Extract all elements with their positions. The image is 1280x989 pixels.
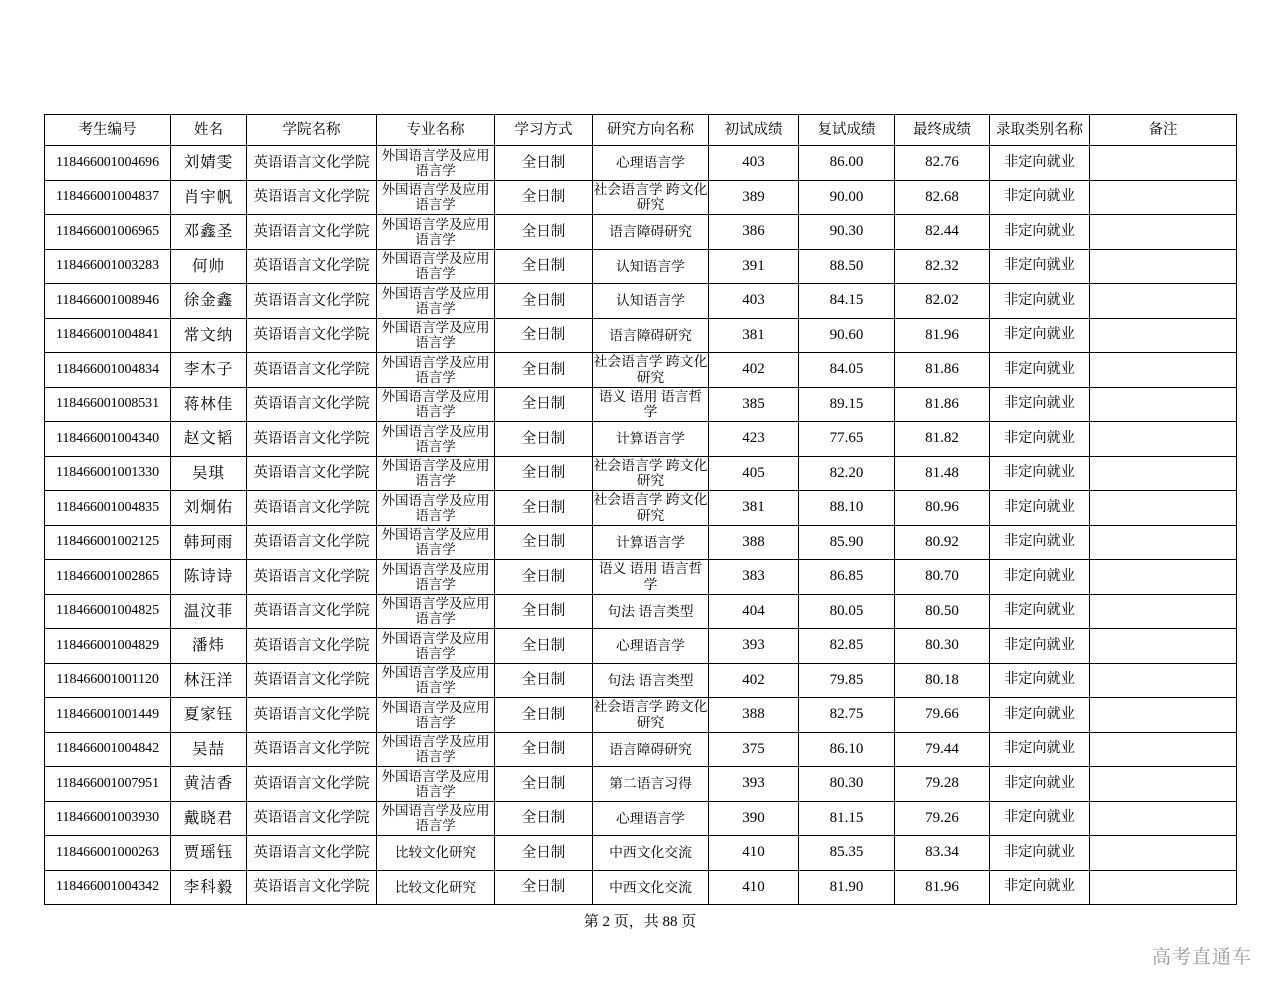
cell-college: 英语语言文化学院 xyxy=(247,629,377,664)
cell-research-direction: 句法 语言类型 xyxy=(593,594,709,629)
cell-research-direction: 语言障碍研究 xyxy=(593,732,709,767)
cell-preliminary-score: 405 xyxy=(709,456,799,491)
cell-remarks xyxy=(1090,663,1237,698)
cell-retest-score: 86.10 xyxy=(799,732,895,767)
cell-college: 英语语言文化学院 xyxy=(247,732,377,767)
column-header-retest-score: 复试成绩 xyxy=(799,115,895,146)
table-row xyxy=(45,870,1237,905)
cell-major: 外国语言学及应用语言学 xyxy=(377,456,495,491)
cell-preliminary-score: 403 xyxy=(709,146,799,181)
cell-candidate-id: 118466001004342 xyxy=(45,870,171,905)
cell-final-score: 80.70 xyxy=(895,560,990,595)
cell-retest-score: 84.15 xyxy=(799,284,895,319)
cell-name: 李科毅 xyxy=(171,870,247,905)
table-row xyxy=(45,698,1237,733)
cell-remarks xyxy=(1090,284,1237,319)
cell-final-score: 81.86 xyxy=(895,387,990,422)
cell-candidate-id: 118466001008946 xyxy=(45,284,171,319)
cell-college: 英语语言文化学院 xyxy=(247,870,377,905)
cell-final-score: 79.66 xyxy=(895,698,990,733)
cell-college: 英语语言文化学院 xyxy=(247,836,377,871)
cell-candidate-id: 118466001000263 xyxy=(45,836,171,871)
cell-retest-score: 88.50 xyxy=(799,249,895,284)
column-header-candidate-id: 考生编号 xyxy=(45,115,171,146)
cell-research-direction: 认知语言学 xyxy=(593,249,709,284)
cell-research-direction: 心理语言学 xyxy=(593,629,709,664)
cell-preliminary-score: 402 xyxy=(709,663,799,698)
table-row xyxy=(45,180,1237,215)
cell-retest-score: 86.00 xyxy=(799,146,895,181)
cell-study-mode: 全日制 xyxy=(495,180,593,215)
table-row xyxy=(45,594,1237,629)
column-header-preliminary-score: 初试成绩 xyxy=(709,115,799,146)
cell-research-direction: 中西文化交流 xyxy=(593,836,709,871)
table-row xyxy=(45,629,1237,664)
cell-remarks xyxy=(1090,456,1237,491)
cell-final-score: 80.92 xyxy=(895,525,990,560)
cell-candidate-id: 118466001004834 xyxy=(45,353,171,388)
cell-major: 外国语言学及应用语言学 xyxy=(377,422,495,457)
cell-major: 外国语言学及应用语言学 xyxy=(377,525,495,560)
cell-major: 外国语言学及应用语言学 xyxy=(377,215,495,250)
cell-study-mode: 全日制 xyxy=(495,491,593,526)
cell-study-mode: 全日制 xyxy=(495,422,593,457)
column-header-research-direction: 研究方向名称 xyxy=(593,115,709,146)
cell-major: 外国语言学及应用语言学 xyxy=(377,249,495,284)
cell-final-score: 80.96 xyxy=(895,491,990,526)
cell-remarks xyxy=(1090,525,1237,560)
cell-candidate-id: 118466001003283 xyxy=(45,249,171,284)
cell-research-direction: 中西文化交流 xyxy=(593,870,709,905)
cell-admission-category: 非定向就业 xyxy=(990,663,1090,698)
cell-candidate-id: 118466001001120 xyxy=(45,663,171,698)
cell-research-direction: 社会语言学 跨文化研究 xyxy=(593,491,709,526)
cell-remarks xyxy=(1090,767,1237,802)
cell-preliminary-score: 381 xyxy=(709,318,799,353)
cell-study-mode: 全日制 xyxy=(495,732,593,767)
cell-preliminary-score: 393 xyxy=(709,767,799,802)
cell-preliminary-score: 404 xyxy=(709,594,799,629)
cell-retest-score: 82.20 xyxy=(799,456,895,491)
cell-college: 英语语言文化学院 xyxy=(247,525,377,560)
cell-final-score: 83.34 xyxy=(895,836,990,871)
cell-major: 外国语言学及应用语言学 xyxy=(377,387,495,422)
cell-college: 英语语言文化学院 xyxy=(247,698,377,733)
cell-name: 林汪洋 xyxy=(171,663,247,698)
cell-college: 英语语言文化学院 xyxy=(247,284,377,319)
cell-name: 贾瑶钰 xyxy=(171,836,247,871)
cell-study-mode: 全日制 xyxy=(495,456,593,491)
cell-study-mode: 全日制 xyxy=(495,215,593,250)
cell-final-score: 81.48 xyxy=(895,456,990,491)
cell-study-mode: 全日制 xyxy=(495,767,593,802)
cell-retest-score: 90.00 xyxy=(799,180,895,215)
table-row xyxy=(45,663,1237,698)
table-row xyxy=(45,560,1237,595)
cell-college: 英语语言文化学院 xyxy=(247,560,377,595)
cell-name: 戴晓君 xyxy=(171,801,247,836)
cell-remarks xyxy=(1090,491,1237,526)
cell-candidate-id: 118466001002125 xyxy=(45,525,171,560)
cell-remarks xyxy=(1090,732,1237,767)
cell-major: 外国语言学及应用语言学 xyxy=(377,801,495,836)
cell-name: 温汶菲 xyxy=(171,594,247,629)
cell-study-mode: 全日制 xyxy=(495,249,593,284)
cell-final-score: 82.76 xyxy=(895,146,990,181)
table-row xyxy=(45,318,1237,353)
cell-candidate-id: 118466001004696 xyxy=(45,146,171,181)
cell-major: 外国语言学及应用语言学 xyxy=(377,698,495,733)
cell-admission-category: 非定向就业 xyxy=(990,353,1090,388)
cell-college: 英语语言文化学院 xyxy=(247,491,377,526)
table-row xyxy=(45,146,1237,181)
cell-research-direction: 计算语言学 xyxy=(593,422,709,457)
cell-final-score: 80.30 xyxy=(895,629,990,664)
cell-admission-category: 非定向就业 xyxy=(990,284,1090,319)
table-row xyxy=(45,491,1237,526)
cell-remarks xyxy=(1090,353,1237,388)
cell-candidate-id: 118466001002865 xyxy=(45,560,171,595)
cell-research-direction: 社会语言学 跨文化研究 xyxy=(593,180,709,215)
cell-candidate-id: 118466001001449 xyxy=(45,698,171,733)
cell-retest-score: 82.75 xyxy=(799,698,895,733)
cell-admission-category: 非定向就业 xyxy=(990,801,1090,836)
cell-remarks xyxy=(1090,560,1237,595)
cell-name: 黄洁香 xyxy=(171,767,247,802)
cell-candidate-id: 118466001001330 xyxy=(45,456,171,491)
cell-final-score: 82.32 xyxy=(895,249,990,284)
cell-name: 常文纳 xyxy=(171,318,247,353)
cell-major: 外国语言学及应用语言学 xyxy=(377,732,495,767)
cell-research-direction: 第二语言习得 xyxy=(593,767,709,802)
cell-study-mode: 全日制 xyxy=(495,594,593,629)
cell-candidate-id: 118466001004825 xyxy=(45,594,171,629)
cell-preliminary-score: 388 xyxy=(709,698,799,733)
cell-remarks xyxy=(1090,180,1237,215)
cell-final-score: 80.50 xyxy=(895,594,990,629)
cell-candidate-id: 118466001007951 xyxy=(45,767,171,802)
cell-name: 蒋林佳 xyxy=(171,387,247,422)
cell-college: 英语语言文化学院 xyxy=(247,801,377,836)
cell-remarks xyxy=(1090,422,1237,457)
table-row xyxy=(45,422,1237,457)
cell-admission-category: 非定向就业 xyxy=(990,422,1090,457)
cell-retest-score: 85.90 xyxy=(799,525,895,560)
column-header-major: 专业名称 xyxy=(377,115,495,146)
cell-major: 外国语言学及应用语言学 xyxy=(377,146,495,181)
cell-college: 英语语言文化学院 xyxy=(247,249,377,284)
cell-retest-score: 81.90 xyxy=(799,870,895,905)
cell-candidate-id: 118466001006965 xyxy=(45,215,171,250)
table-header xyxy=(45,115,1237,146)
cell-preliminary-score: 386 xyxy=(709,215,799,250)
cell-name: 陈诗诗 xyxy=(171,560,247,595)
cell-name: 夏家钰 xyxy=(171,698,247,733)
cell-major: 外国语言学及应用语言学 xyxy=(377,491,495,526)
cell-study-mode: 全日制 xyxy=(495,698,593,733)
cell-research-direction: 句法 语言类型 xyxy=(593,663,709,698)
cell-research-direction: 语义 语用 语言哲学 xyxy=(593,387,709,422)
cell-major: 外国语言学及应用语言学 xyxy=(377,629,495,664)
cell-candidate-id: 118466001004835 xyxy=(45,491,171,526)
cell-study-mode: 全日制 xyxy=(495,801,593,836)
cell-major: 比较文化研究 xyxy=(377,836,495,871)
cell-preliminary-score: 389 xyxy=(709,180,799,215)
cell-preliminary-score: 388 xyxy=(709,525,799,560)
column-header-name: 姓名 xyxy=(171,115,247,146)
cell-preliminary-score: 381 xyxy=(709,491,799,526)
cell-research-direction: 计算语言学 xyxy=(593,525,709,560)
cell-name: 何帅 xyxy=(171,249,247,284)
table-body xyxy=(45,146,1237,905)
cell-study-mode: 全日制 xyxy=(495,629,593,664)
cell-preliminary-score: 423 xyxy=(709,422,799,457)
cell-final-score: 79.28 xyxy=(895,767,990,802)
cell-college: 英语语言文化学院 xyxy=(247,663,377,698)
cell-admission-category: 非定向就业 xyxy=(990,560,1090,595)
cell-preliminary-score: 402 xyxy=(709,353,799,388)
cell-major: 外国语言学及应用语言学 xyxy=(377,353,495,388)
cell-remarks xyxy=(1090,836,1237,871)
cell-final-score: 80.18 xyxy=(895,663,990,698)
cell-preliminary-score: 390 xyxy=(709,801,799,836)
cell-final-score: 82.68 xyxy=(895,180,990,215)
cell-major: 比较文化研究 xyxy=(377,870,495,905)
column-header-college: 学院名称 xyxy=(247,115,377,146)
cell-retest-score: 89.15 xyxy=(799,387,895,422)
cell-retest-score: 77.65 xyxy=(799,422,895,457)
cell-preliminary-score: 383 xyxy=(709,560,799,595)
cell-candidate-id: 118466001004841 xyxy=(45,318,171,353)
cell-name: 李木子 xyxy=(171,353,247,388)
cell-retest-score: 90.30 xyxy=(799,215,895,250)
cell-admission-category: 非定向就业 xyxy=(990,698,1090,733)
cell-remarks xyxy=(1090,870,1237,905)
cell-name: 刘婧雯 xyxy=(171,146,247,181)
cell-final-score: 82.02 xyxy=(895,284,990,319)
cell-admission-category: 非定向就业 xyxy=(990,180,1090,215)
cell-admission-category: 非定向就业 xyxy=(990,525,1090,560)
cell-preliminary-score: 393 xyxy=(709,629,799,664)
cell-final-score: 81.96 xyxy=(895,870,990,905)
cell-study-mode: 全日制 xyxy=(495,525,593,560)
cell-retest-score: 90.60 xyxy=(799,318,895,353)
cell-retest-score: 79.85 xyxy=(799,663,895,698)
cell-name: 徐金鑫 xyxy=(171,284,247,319)
cell-name: 吴喆 xyxy=(171,732,247,767)
cell-study-mode: 全日制 xyxy=(495,560,593,595)
cell-retest-score: 80.05 xyxy=(799,594,895,629)
cell-major: 外国语言学及应用语言学 xyxy=(377,663,495,698)
cell-name: 刘炯佑 xyxy=(171,491,247,526)
cell-major: 外国语言学及应用语言学 xyxy=(377,284,495,319)
cell-final-score: 81.86 xyxy=(895,353,990,388)
cell-major: 外国语言学及应用语言学 xyxy=(377,767,495,802)
cell-remarks xyxy=(1090,387,1237,422)
cell-admission-category: 非定向就业 xyxy=(990,870,1090,905)
cell-final-score: 79.26 xyxy=(895,801,990,836)
cell-research-direction: 心理语言学 xyxy=(593,146,709,181)
table-row xyxy=(45,215,1237,250)
admission-score-table xyxy=(44,114,1237,905)
cell-retest-score: 85.35 xyxy=(799,836,895,871)
cell-retest-score: 84.05 xyxy=(799,353,895,388)
cell-candidate-id: 118466001008531 xyxy=(45,387,171,422)
cell-name: 潘炜 xyxy=(171,629,247,664)
cell-college: 英语语言文化学院 xyxy=(247,456,377,491)
cell-final-score: 82.44 xyxy=(895,215,990,250)
cell-admission-category: 非定向就业 xyxy=(990,146,1090,181)
cell-research-direction: 认知语言学 xyxy=(593,284,709,319)
table-header-row xyxy=(45,115,1237,146)
cell-college: 英语语言文化学院 xyxy=(247,387,377,422)
cell-candidate-id: 118466001003930 xyxy=(45,801,171,836)
cell-research-direction: 心理语言学 xyxy=(593,801,709,836)
cell-remarks xyxy=(1090,146,1237,181)
table-row xyxy=(45,801,1237,836)
cell-admission-category: 非定向就业 xyxy=(990,215,1090,250)
cell-remarks xyxy=(1090,801,1237,836)
cell-research-direction: 语义 语用 语言哲学 xyxy=(593,560,709,595)
cell-college: 英语语言文化学院 xyxy=(247,422,377,457)
column-header-remarks: 备注 xyxy=(1090,115,1237,146)
cell-preliminary-score: 403 xyxy=(709,284,799,319)
cell-study-mode: 全日制 xyxy=(495,870,593,905)
cell-preliminary-score: 391 xyxy=(709,249,799,284)
cell-admission-category: 非定向就业 xyxy=(990,836,1090,871)
cell-admission-category: 非定向就业 xyxy=(990,456,1090,491)
cell-admission-category: 非定向就业 xyxy=(990,629,1090,664)
cell-college: 英语语言文化学院 xyxy=(247,146,377,181)
cell-retest-score: 86.85 xyxy=(799,560,895,595)
cell-major: 外国语言学及应用语言学 xyxy=(377,318,495,353)
cell-retest-score: 88.10 xyxy=(799,491,895,526)
cell-college: 英语语言文化学院 xyxy=(247,215,377,250)
cell-study-mode: 全日制 xyxy=(495,663,593,698)
table-row xyxy=(45,456,1237,491)
cell-preliminary-score: 375 xyxy=(709,732,799,767)
cell-retest-score: 81.15 xyxy=(799,801,895,836)
cell-preliminary-score: 385 xyxy=(709,387,799,422)
cell-admission-category: 非定向就业 xyxy=(990,491,1090,526)
cell-retest-score: 80.30 xyxy=(799,767,895,802)
table-row xyxy=(45,836,1237,871)
cell-name: 吴琪 xyxy=(171,456,247,491)
column-header-admission-category: 录取类别名称 xyxy=(990,115,1090,146)
cell-college: 英语语言文化学院 xyxy=(247,180,377,215)
table-row xyxy=(45,249,1237,284)
cell-remarks xyxy=(1090,698,1237,733)
cell-research-direction: 社会语言学 跨文化研究 xyxy=(593,698,709,733)
cell-name: 韩珂雨 xyxy=(171,525,247,560)
table-row xyxy=(45,353,1237,388)
cell-remarks xyxy=(1090,594,1237,629)
cell-admission-category: 非定向就业 xyxy=(990,318,1090,353)
cell-name: 肖宇帆 xyxy=(171,180,247,215)
cell-major: 外国语言学及应用语言学 xyxy=(377,594,495,629)
cell-study-mode: 全日制 xyxy=(495,146,593,181)
cell-admission-category: 非定向就业 xyxy=(990,594,1090,629)
cell-remarks xyxy=(1090,215,1237,250)
table-row xyxy=(45,767,1237,802)
table-row xyxy=(45,387,1237,422)
cell-college: 英语语言文化学院 xyxy=(247,594,377,629)
cell-study-mode: 全日制 xyxy=(495,387,593,422)
watermark-text: 高考直通车 xyxy=(1151,947,1252,968)
cell-remarks xyxy=(1090,629,1237,664)
cell-college: 英语语言文化学院 xyxy=(247,353,377,388)
cell-admission-category: 非定向就业 xyxy=(990,387,1090,422)
cell-name: 赵文韬 xyxy=(171,422,247,457)
page-footer: 第 2 页，共 88 页 xyxy=(583,914,697,930)
cell-remarks xyxy=(1090,249,1237,284)
cell-research-direction: 社会语言学 跨文化研究 xyxy=(593,353,709,388)
cell-research-direction: 语言障碍研究 xyxy=(593,318,709,353)
cell-research-direction: 社会语言学 跨文化研究 xyxy=(593,456,709,491)
cell-retest-score: 82.85 xyxy=(799,629,895,664)
cell-preliminary-score: 410 xyxy=(709,836,799,871)
cell-final-score: 81.82 xyxy=(895,422,990,457)
cell-final-score: 79.44 xyxy=(895,732,990,767)
table-row xyxy=(45,732,1237,767)
cell-study-mode: 全日制 xyxy=(495,284,593,319)
cell-candidate-id: 118466001004842 xyxy=(45,732,171,767)
cell-study-mode: 全日制 xyxy=(495,318,593,353)
cell-admission-category: 非定向就业 xyxy=(990,249,1090,284)
cell-candidate-id: 118466001004837 xyxy=(45,180,171,215)
cell-study-mode: 全日制 xyxy=(495,836,593,871)
column-header-study-mode: 学习方式 xyxy=(495,115,593,146)
cell-major: 外国语言学及应用语言学 xyxy=(377,560,495,595)
column-header-final-score: 最终成绩 xyxy=(895,115,990,146)
cell-admission-category: 非定向就业 xyxy=(990,767,1090,802)
cell-major: 外国语言学及应用语言学 xyxy=(377,180,495,215)
cell-final-score: 81.96 xyxy=(895,318,990,353)
cell-study-mode: 全日制 xyxy=(495,353,593,388)
cell-admission-category: 非定向就业 xyxy=(990,732,1090,767)
table-row xyxy=(45,525,1237,560)
cell-college: 英语语言文化学院 xyxy=(247,318,377,353)
cell-name: 邓鑫圣 xyxy=(171,215,247,250)
cell-candidate-id: 118466001004829 xyxy=(45,629,171,664)
cell-remarks xyxy=(1090,318,1237,353)
table-row xyxy=(45,284,1237,319)
cell-preliminary-score: 410 xyxy=(709,870,799,905)
cell-research-direction: 语言障碍研究 xyxy=(593,215,709,250)
cell-college: 英语语言文化学院 xyxy=(247,767,377,802)
cell-candidate-id: 118466001004340 xyxy=(45,422,171,457)
